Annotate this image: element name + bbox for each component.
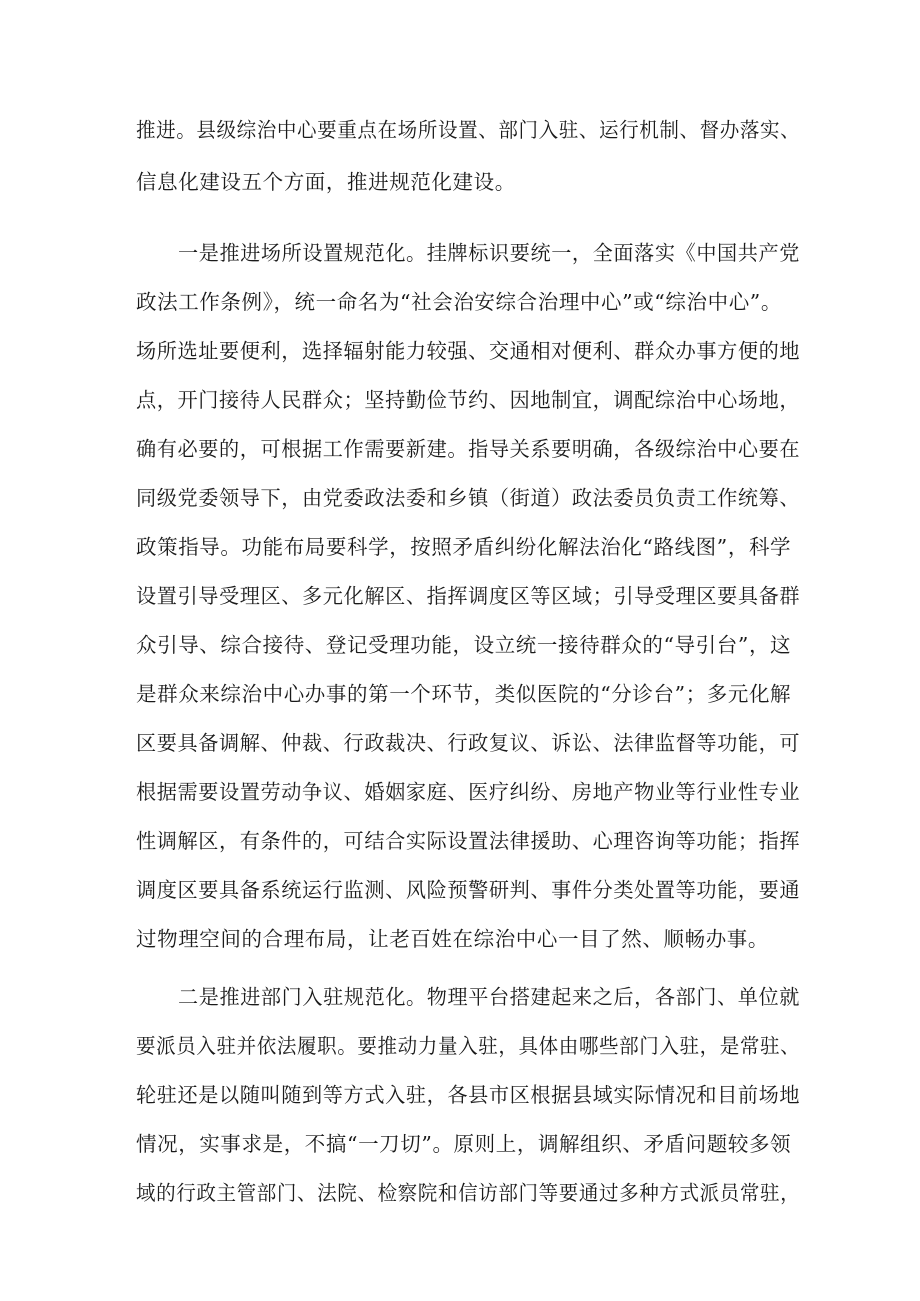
paragraph-2-line-6: 同级党委领导下，由党委政法委和乡镇（街道）政法委员负责工作统筹、	[136, 486, 801, 510]
paragraph-3-line-5: 域的行政主管部门、法院、检察院和信访部门等要通过多种方式派员常驻，	[136, 1181, 801, 1205]
paragraph-2-line-10: 是群众来综治中心办事的第一个环节，类似医院的“分诊台”；多元化解	[136, 682, 792, 706]
paragraph-1-line-1: 推进。县级综治中心要重点在场所设置、部门入驻、运行机制、督办落实、	[136, 118, 801, 142]
paragraph-3-line-2: 要派员入驻并依法履职。要推动力量入驻，具体由哪些部门入驻，是常驻、	[136, 1034, 801, 1058]
paragraph-2-line-9: 众引导、综合接待、登记受理功能，设立统一接待群众的“导引台”，这	[136, 633, 792, 657]
paragraph-2-line-7: 政策指导。功能布局要科学，按照矛盾纠纷化解法治化“路线图”，科学	[136, 535, 792, 559]
paragraph-2-line-5: 确有必要的，可根据工作需要新建。指导关系要明确，各级综治中心要在	[136, 437, 801, 461]
paragraph-2-line-11: 区要具备调解、仲裁、行政裁决、行政复议、诉讼、法律监督等功能，可	[136, 731, 801, 755]
paragraph-2-line-13: 性调解区，有条件的，可结合实际设置法律援助、心理咨询等功能；指挥	[136, 829, 801, 853]
paragraph-3-line-1: 二是推进部门入驻规范化。物理平台搭建起来之后，各部门、单位就	[178, 985, 800, 1009]
paragraph-2-line-8: 设置引导受理区、多元化解区、指挥调度区等区域；引导受理区要具备群	[136, 584, 801, 608]
paragraph-3-line-3: 轮驻还是以随叫随到等方式入驻，各县市区根据县域实际情况和目前场地	[136, 1083, 801, 1107]
paragraph-2-line-12: 根据需要设置劳动争议、婚姻家庭、医疗纠纷、房地产物业等行业性专业	[136, 780, 801, 804]
paragraph-2-line-4: 点，开门接待人民群众；坚持勤俭节约、因地制宜，调配综治中心场地，	[136, 388, 801, 412]
paragraph-2-line-14: 调度区要具备系统运行监测、风险预警研判、事件分类处置等功能，要通	[136, 878, 801, 902]
paragraph-2-line-3: 场所选址要便利，选择辐射能力较强、交通相对便利、群众办事方便的地	[136, 339, 801, 363]
paragraph-2-line-1: 一是推进场所设置规范化。挂牌标识要统一，全面落实《中国共产党	[178, 241, 800, 265]
paragraph-3-line-4: 情况，实事求是，不搞“一刀切”。原则上，调解组织、矛盾问题较多领	[136, 1132, 792, 1156]
paragraph-2-line-2: 政法工作条例》，统一命名为“社会治安综合治理中心”或“综治中心”。	[136, 290, 782, 314]
paragraph-2-line-15: 过物理空间的合理布局，让老百姓在综治中心一目了然、顺畅办事。	[136, 927, 769, 951]
paragraph-1-line-2: 信息化建设五个方面，推进规范化建设。	[136, 170, 516, 194]
